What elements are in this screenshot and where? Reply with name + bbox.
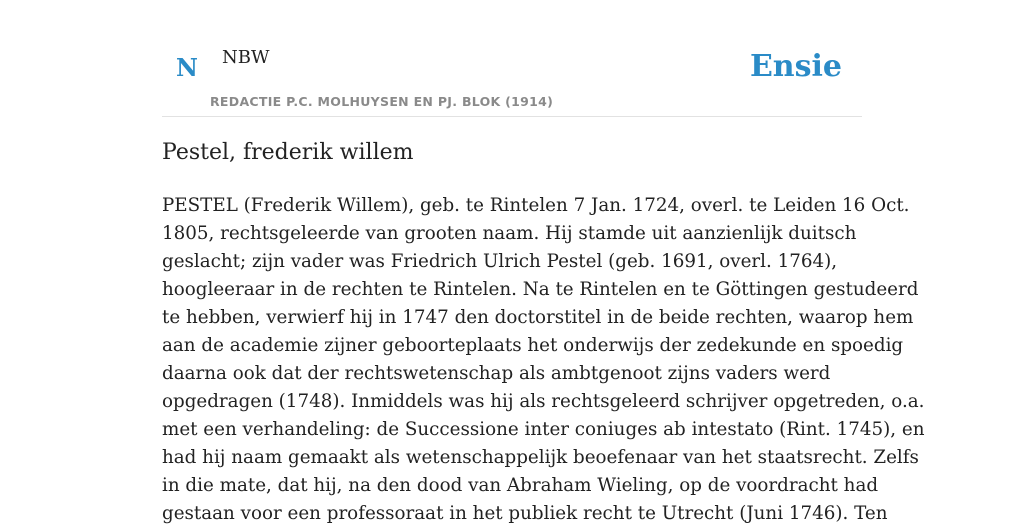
brand-logo[interactable]: Ensie [749, 49, 842, 84]
source-subtitle: REDACTIE P.C. MOLHUYSEN EN PJ. BLOK (1914) [210, 94, 554, 109]
article-line: met een verhandeling: de Successione inter coniuges ab intestato (Rint. 1745), en [162, 419, 925, 440]
article-line: geslacht; zijn vader was Friedrich Ulrich Pestel (geb. 1691, overl. 1764), [162, 251, 838, 272]
article-line: gestaan voor een professoraat in het publiek recht te Utrecht (Juni 1746). Ten [162, 503, 888, 524]
article-body [162, 192, 925, 528]
article-line: PESTEL (Frederik Willem), geb. te Rintelen 7 Jan. 1724, overl. te Leiden 16 Oct. [162, 195, 910, 216]
article-title: Pestel, frederik willem [162, 140, 414, 165]
source-name-link[interactable]: NBW [222, 47, 270, 68]
article-line: opgedragen (1748). Inmiddels was hij als rechtsgeleerd schrijver opgetreden, o.a. [162, 391, 925, 412]
header [162, 0, 862, 117]
article-line: te hebben, verwierf hij in 1747 den doctorstitel in de beide rechten, waarop hem [162, 307, 914, 328]
article-line: 1805, rechtsgeleerde van grooten naam. Hij stamde uit aanzienlijk duitsch [162, 223, 857, 244]
article-line: aan de academie zijner geboorteplaats het onderwijs der zedekunde en spoedig [162, 335, 904, 356]
article-line: had hij naam gemaakt als wetenschappelijk beoefenaar van het staatsrecht. Zelfs [162, 447, 919, 468]
source-logo-icon[interactable]: N [176, 53, 198, 82]
article-line: hoogleeraar in de rechten te Rintelen. Na te Rintelen en te Göttingen gestudeerd [162, 279, 919, 300]
article-line: in die mate, dat hij, na den dood van Abraham Wieling, op de voordracht had [162, 475, 879, 496]
article-line: daarna ook dat der rechtswetenschap als ambtgenoot zijns vaders werd [162, 363, 831, 384]
page-container [162, 0, 925, 524]
